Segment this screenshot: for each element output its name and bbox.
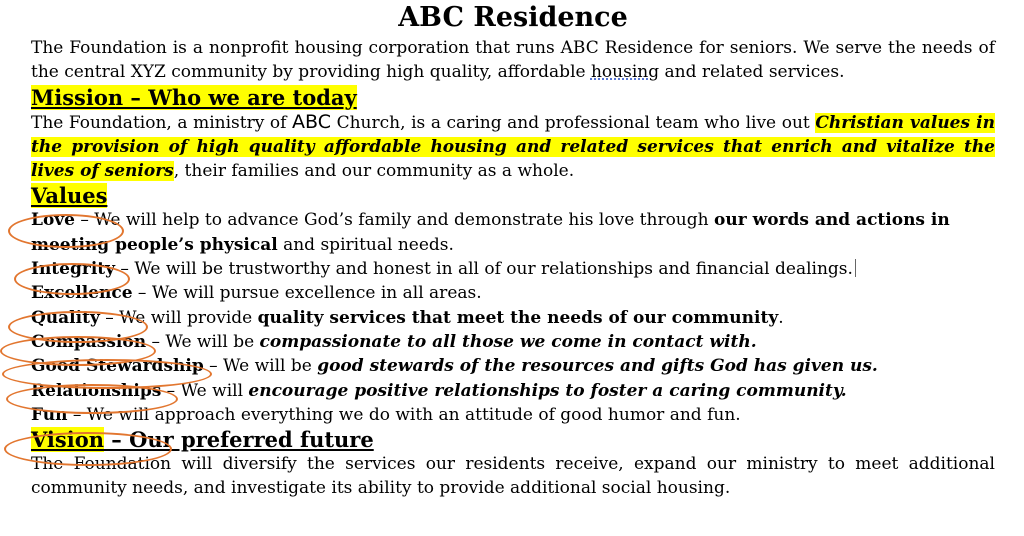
value-emphasis: good stewards of the resources and gifts God has given us.	[317, 356, 878, 377]
value-term: Love	[31, 210, 75, 231]
value-good-stewardship	[31, 354, 995, 378]
mission-heading	[31, 85, 995, 110]
mission-heading-text: Mission – Who we are today	[31, 84, 357, 110]
mission-paragraph	[31, 110, 995, 184]
value-term: Quality	[31, 307, 100, 328]
vision-paragraph: The Foundation will diversify the services our residents receive, expand our ministry to meet additional community needs, and investigate its ability to provide additional social housing.	[31, 454, 995, 499]
mission-text-2: Church, is a caring and professional team who live out	[331, 112, 816, 133]
value-text: – We will	[161, 380, 249, 401]
vision-heading-rest: – Our preferred future	[103, 427, 374, 453]
mission-abc: ABC	[292, 110, 331, 133]
value-text: – We will pursue excellence in all areas.	[132, 283, 482, 304]
value-term: Excellence	[31, 283, 133, 304]
value-excellence	[31, 281, 995, 305]
value-integrity	[31, 257, 995, 281]
intro-text-1: The Foundation is a nonprofit housing corporation that runs ABC Residence for seniors. We serve the needs of the central XYZ community by providing high quality, affordable	[31, 38, 995, 83]
values-heading-text: Values	[31, 183, 108, 209]
mission-text-3: , their families and our community as a whole.	[173, 161, 575, 182]
mission-highlight: Christian values in the provision of high quality affordable housing and related services that enrich and vitalize the lives of seniors	[31, 112, 995, 182]
value-relationships	[31, 379, 995, 403]
values-heading	[31, 183, 995, 208]
spelling-flagged-word[interactable]: housing	[590, 62, 660, 83]
value-term: Compassion	[31, 331, 147, 352]
value-text: and spiritual needs.	[277, 234, 454, 255]
value-term: Integrity	[31, 259, 116, 280]
vision-heading-highlight: Vision	[31, 427, 104, 453]
intro-text-2: and related services.	[659, 62, 845, 83]
document-title: ABC Residence	[398, 2, 628, 33]
value-term: Good Stewardship	[31, 356, 204, 377]
value-text: – We will be	[203, 356, 318, 377]
value-text: – We will provide	[99, 307, 258, 328]
value-compassion	[31, 330, 995, 354]
mission-text-1: The Foundation, a ministry of	[31, 112, 293, 133]
value-love	[31, 208, 995, 257]
value-emphasis: compassionate to all those we come in contact with.	[259, 331, 757, 352]
value-text: – We will approach everything we do with an attitude of good humor and fun.	[67, 404, 741, 425]
value-text: – We will be	[146, 331, 260, 352]
value-emphasis: our words and actions in meeting people’s physical	[31, 210, 950, 255]
value-fun	[31, 403, 995, 427]
document-page	[31, 0, 995, 501]
value-term: Relationships	[31, 380, 162, 401]
value-text: – We will help to advance God’s family and demonstrate his love through	[75, 210, 714, 231]
value-emphasis: encourage positive relationships to foster a caring community.	[248, 380, 847, 401]
vision-heading	[31, 427, 995, 452]
intro-paragraph	[31, 36, 995, 85]
value-text: .	[778, 307, 784, 328]
value-text: – We will be trustworthy and honest in all of our relationships and financial dealings.	[115, 259, 853, 280]
value-quality	[31, 306, 995, 330]
value-term: Fun	[31, 404, 68, 425]
value-emphasis: quality services that meet the needs of our community	[257, 307, 779, 328]
text-cursor	[855, 259, 856, 277]
